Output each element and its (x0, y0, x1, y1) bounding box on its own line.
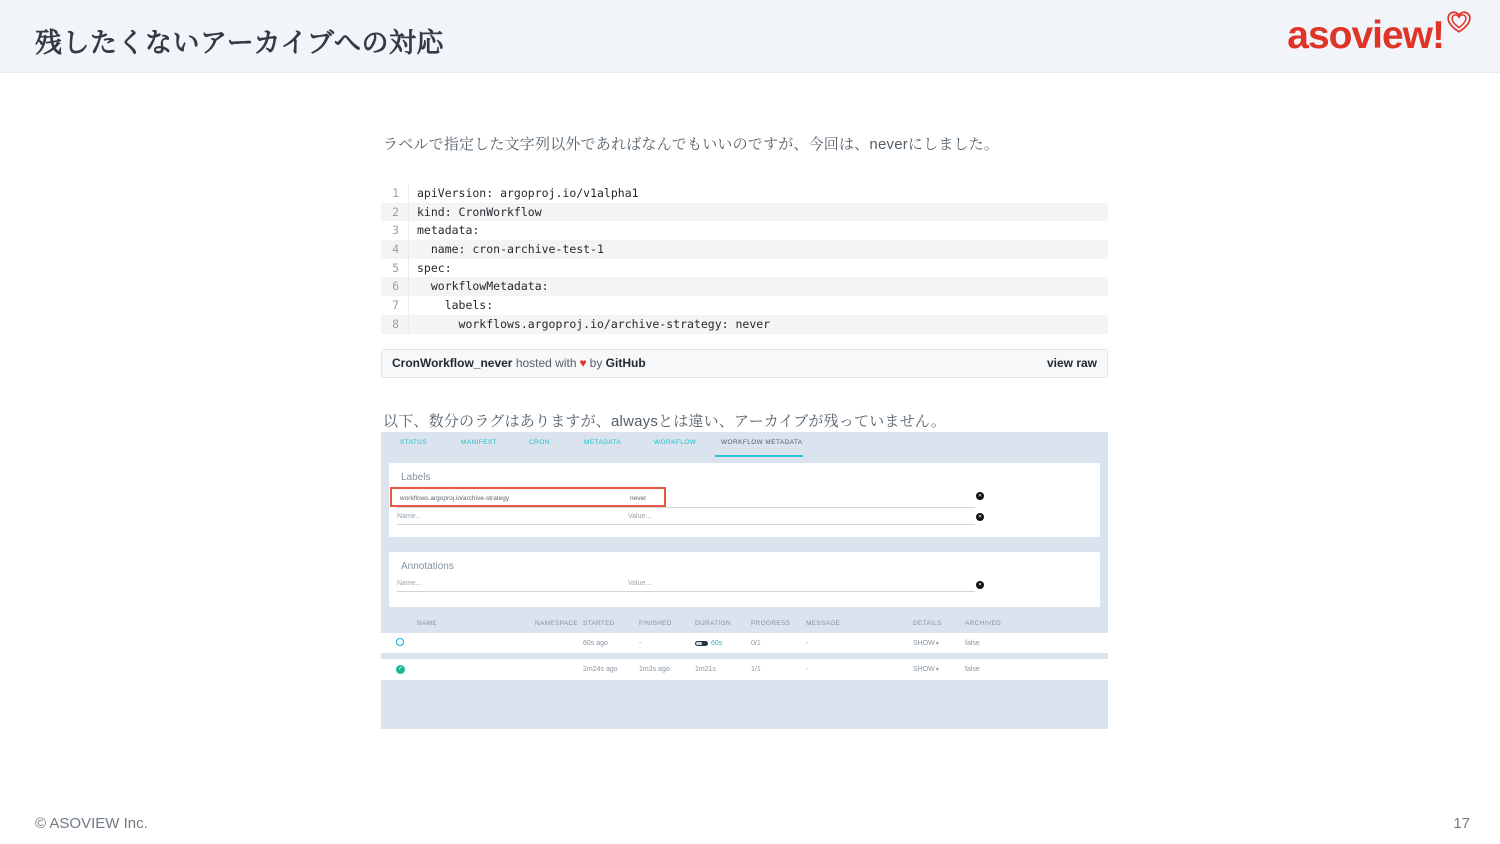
asoview-logo-text: asoview! (1287, 14, 1444, 57)
code-line (381, 221, 1108, 240)
code-line (381, 203, 1108, 222)
row-underline (397, 591, 975, 592)
workflow-table-header (381, 617, 1108, 630)
code-line (381, 259, 1108, 278)
caret-down-icon: ▾ (935, 640, 939, 647)
message-cell: - (806, 639, 809, 647)
body-paragraph-2: 以下、数分のラグはありますが、alwaysとは違い、アーカイブが残っていません。 (383, 413, 947, 430)
archived-cell: false (965, 666, 980, 673)
annotation-value-input[interactable]: Value... (628, 580, 652, 587)
gist-hosted-text: hosted with (515, 356, 577, 370)
col-message: MESSAGE (806, 620, 841, 627)
code-text: spec: (417, 260, 452, 275)
argo-ui-screenshot (381, 432, 1108, 729)
col-duration: DURATION (695, 620, 731, 627)
code-text: labels: (417, 298, 494, 313)
col-name: NAME (417, 620, 437, 627)
line-number: 1 (381, 184, 409, 203)
asoview-logo (1287, 8, 1472, 64)
labels-heading: Labels (401, 472, 431, 483)
status-cell (381, 638, 417, 648)
tab-status[interactable]: STATUS (400, 439, 428, 446)
copyright-text: © ASOVIEW Inc. (35, 815, 148, 832)
label-name-input-empty[interactable]: Name... (397, 513, 422, 520)
code-line (381, 296, 1108, 315)
duration-value: 60s (711, 639, 723, 647)
started-cell: 2m24s ago (583, 666, 618, 673)
col-namespace: NAMESPACE (535, 620, 579, 627)
message-cell: - (806, 666, 809, 673)
gist-embed (381, 184, 1108, 378)
workflow-running-icon (396, 638, 404, 646)
gist-meta-bar (381, 349, 1108, 378)
finished-cell: - (639, 639, 642, 647)
gist-code-block (381, 184, 1108, 334)
code-text: workflowMetadata: (417, 279, 549, 294)
duration-cell: 1m21s (695, 666, 717, 673)
col-finished: FINISHED (639, 620, 672, 627)
details-show-button[interactable] (913, 666, 965, 673)
show-label: SHOW (913, 639, 935, 647)
code-text: apiVersion: argoproj.io/v1alpha1 (417, 186, 639, 200)
details-show-button[interactable] (913, 640, 965, 647)
heart-icon: ♥ (579, 356, 587, 370)
code-line (381, 315, 1108, 334)
line-number: 8 (381, 315, 409, 334)
code-line (381, 277, 1108, 296)
progress-cell: 1/1 (751, 666, 761, 673)
code-line (381, 184, 1108, 203)
labels-card (389, 463, 1100, 537)
annotations-card (389, 552, 1100, 607)
label-value-input-empty[interactable]: Value... (628, 513, 652, 520)
gist-by-text: by (589, 356, 603, 370)
started-cell: 60s ago (583, 639, 608, 647)
workflow-row[interactable] (381, 659, 1108, 680)
slide-header (0, 0, 1500, 73)
annotation-name-input[interactable]: Name... (397, 580, 422, 587)
tab-manifest[interactable]: MANIFEST (461, 439, 498, 446)
delete-label-icon[interactable]: ✕ (977, 493, 983, 499)
label-value-input[interactable]: never (630, 495, 647, 502)
page-title: 残したくないアーカイブへの対応 (35, 28, 444, 58)
progress-cell: 0/1 (751, 639, 761, 647)
finished-cell: 1m3s ago (639, 666, 670, 673)
row-underline (397, 524, 975, 525)
code-text: name: cron-archive-test-1 (417, 242, 604, 257)
col-started: STARTED (583, 620, 615, 627)
line-number: 4 (381, 240, 409, 259)
code-text: metadata: (417, 223, 480, 238)
label-name-input[interactable]: workflows.argoproj.io/archive-strategy (400, 495, 510, 502)
highlighted-label-row (390, 487, 666, 507)
line-number: 7 (381, 296, 409, 315)
gist-file-name[interactable]: CronWorkflow_never (392, 356, 513, 370)
tab-cron[interactable]: CRON (529, 439, 550, 446)
view-raw-link[interactable]: view raw (1046, 356, 1097, 370)
delete-annotation-icon[interactable]: ✕ (977, 582, 983, 588)
workflow-row[interactable] (381, 633, 1108, 653)
code-line (381, 240, 1108, 259)
col-archived: ARCHIVED (965, 620, 1001, 627)
duration-cell (695, 640, 751, 647)
annotations-heading: Annotations (401, 561, 454, 572)
active-tab-underline (715, 455, 803, 457)
line-number: 2 (381, 203, 409, 222)
page-number: 17 (1453, 815, 1470, 832)
line-number: 6 (381, 277, 409, 296)
line-number: 5 (381, 259, 409, 278)
duration-progress-icon (695, 641, 708, 646)
show-label: SHOW (913, 666, 935, 673)
workflow-succeeded-icon: ✓ (397, 666, 404, 672)
code-text: workflows.argoproj.io/archive-strategy: never (417, 316, 771, 331)
github-link[interactable]: GitHub (605, 356, 646, 370)
tab-workflow[interactable]: WORKFLOW (654, 439, 697, 446)
caret-down-icon: ▾ (935, 667, 939, 673)
col-details: DETAILS (913, 620, 942, 627)
tab-metadata[interactable]: METADATA (584, 439, 622, 446)
status-cell (381, 665, 417, 674)
tab-workflow-metadata[interactable]: WORKFLOW METADATA (721, 439, 803, 446)
line-number: 3 (381, 221, 409, 240)
col-progress: PROGRESS (751, 620, 791, 627)
body-paragraph-1: ラベルで指定した文字列以外であればなんでもいいのですが、今回は、neverにしました。 (383, 136, 1000, 153)
heart-icon (1446, 10, 1472, 39)
row-underline (397, 507, 975, 508)
archived-cell: false (965, 639, 980, 647)
delete-label-icon[interactable]: ✕ (977, 514, 983, 520)
code-text: kind: CronWorkflow (417, 204, 542, 219)
